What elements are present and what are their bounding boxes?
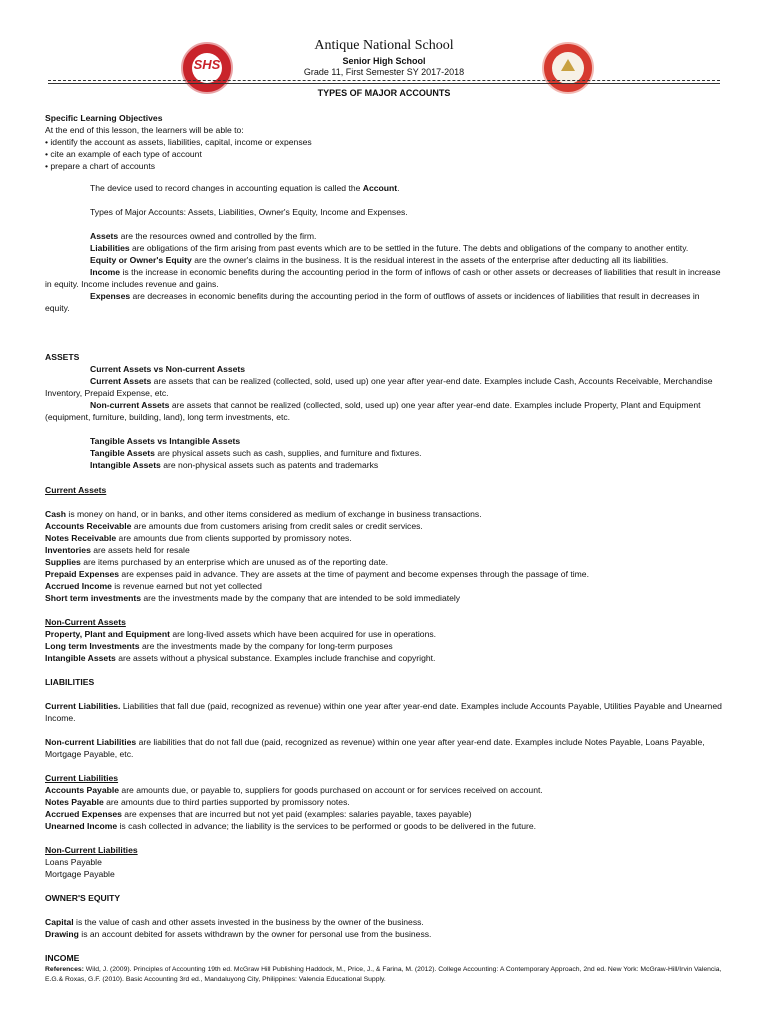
list-item [45,652,725,664]
list-item [45,508,725,520]
text: is revenue earned but not yet collected [111,581,262,591]
text: The device used to record changes in accounting equation is called the [90,183,363,193]
income-section [45,952,725,964]
section-heading: Current Assets [45,485,107,495]
list-item [45,808,725,820]
list-item [45,532,725,544]
list-item: Loans Payable [45,857,102,867]
term: Accounts Payable [45,785,120,795]
noncurrent-liabilities-section [45,844,725,880]
term: Long term Investments [45,641,140,651]
term: Supplies [45,557,81,567]
text: is money on hand, or in banks, and other items considered as medium of exchange in business transactions. [66,509,482,519]
text: is the increase in economic benefits during the accounting period in the form of inflows of cash or other assets or decreases of liabilities that result in increase in equity. Income includes revenue and gains. [45,267,721,289]
references [45,965,725,985]
text: are the resources owned and controlled by the firm. [118,231,317,241]
section-heading: Non-Current Assets [45,617,126,627]
current-liabilities-section [45,772,725,832]
term: Notes Receivable [45,533,117,543]
section-heading: LIABILITIES [45,677,95,687]
term: Income [90,267,121,277]
text: are physical assets such as cash, supplies, and furniture and fixtures. [154,448,422,458]
list-item [45,640,725,652]
text: are expenses that are incurred but not yet paid (examples: salaries payable, taxes payable) [121,809,472,819]
section-heading: Current Liabilities [45,773,119,783]
objective-item: • prepare a chart of accounts [45,161,156,171]
tangible-section [45,435,725,471]
objective-item: • cite an example of each type of account [45,149,202,159]
term: Drawing [45,929,79,939]
list-item [45,520,725,532]
term: Account [362,183,398,193]
term: Assets [90,231,119,241]
term: Accounts Receivable [45,521,132,531]
list-item: Mortgage Payable [45,869,115,879]
major-account-definitions [45,230,725,314]
section-heading: ASSETS [45,352,80,362]
text: are long-lived assets which have been acquired for use in operations. [169,629,437,639]
text: are decreases in economic benefits during the accounting period in the form of outflows of assets or incidences of liabilities that result in decreases in equity. [45,291,700,313]
objectives-heading: Specific Learning Objectives [45,113,163,123]
text: Liabilities that fall due (paid, recognized as revenue) within one year after year-end date. Examples include Accounts Payable, Utilities Payable and Unearned Income. [45,701,722,723]
list-item [45,784,725,796]
term: Accrued Expenses [45,809,122,819]
text: are assets that cannot be realized (collected, sold, used up) one year after year-end date. Examples include Property, Plant and Equipment (equipment, furniture, building, land), long term investments, etc. [45,400,701,422]
text: is cash collected in advance; the liability is the services to be performed or goods to be delivered in the future. [117,821,537,831]
text: is an account debited for assets withdrawn by the owner for personal use from the business. [78,929,432,939]
term: Intangible Assets [90,460,161,470]
objectives-intro: At the end of this lesson, the learners will be able to: [45,125,244,135]
text: are non-physical assets such as patents and trademarks [160,460,379,470]
noncurrent-assets-section [45,616,725,664]
list-item [45,580,725,592]
term: Property, Plant and Equipment [45,629,170,639]
text: are amounts due, or payable to, suppliers for goods purchased on account or for services received on account. [119,785,543,795]
assets-section [45,351,725,423]
liabilities-section [45,676,725,760]
text: are liabilities that do not fall due (paid, recognized as revenue) within one year after year-end date. Examples include Notes Payable, Loans Payable, Mortgage Payable, etc. [45,737,705,759]
term: Inventories [45,545,91,555]
text: . [397,183,400,193]
text: are obligations of the firm arising from past events which are to be settled in the future. The debts and obligations of the company to another entity. [129,243,689,253]
objective-item: • identify the account as assets, liabilities, capital, income or expenses [45,137,312,147]
text: are amounts due from customers arising from credit sales or credit services. [131,521,423,531]
section-heading: OWNER'S EQUITY [45,893,121,903]
equity-section [45,892,725,940]
list-item [45,568,725,580]
list-item [45,544,725,556]
term: Current Assets [90,376,152,386]
list-item [45,628,725,640]
text: are assets without a physical substance. Examples include franchise and copyright. [115,653,436,663]
text: are assets held for resale [90,545,190,555]
text: are amounts due from clients supported by promissory notes. [116,533,352,543]
types-of-accounts: Types of Major Accounts: Assets, Liabilities, Owner's Equity, Income and Expenses. [90,207,408,217]
grade-semester: Grade 11, First Semester SY 2017-2018 [303,67,465,77]
section-heading: INCOME [45,953,80,963]
page-title: TYPES OF MAJOR ACCOUNTS [317,88,451,98]
term: Liabilities [90,243,130,253]
subheading: Current Assets vs Non-current Assets [90,364,246,374]
text: are expenses paid in advance. They are assets at the time of payment and become expenses through the passage of time. [119,569,589,579]
term: Non-current Liabilities [45,737,137,747]
references-text: Wild, J. (2009). Principles of Accounting 19th ed. McGraw Hill Publishing Haddock, M., Price, J., & Farina, M. (2012). College Accounting: A Contemporary Approach, 2nd ed. New York: McGraw-Hill/Irvin Valencia, E.G.& Roxas, G.F. (2010). Basic Accounting 3rd ed., Mandaluyong City, Philippines: Valencia Educational Supply. [45,966,722,983]
header-divider [48,80,720,84]
current-assets-section [45,484,725,604]
objectives-section [45,112,725,172]
term: Non-current Assets [90,400,170,410]
text: are the owner's claims in the business. It is the residual interest in the assets of the enterprise after deducting all its liabilities. [191,255,669,265]
list-item [45,796,725,808]
text: are assets that can be realized (collected, sold, used up) one year after year-end date. Examples include Cash, Accounts Receivable, Merchandise Inventory, Prepaid Expense, etc. [45,376,713,398]
subheading: Tangible Assets vs Intangible Assets [90,436,241,446]
term: Notes Payable [45,797,104,807]
term: Prepaid Expenses [45,569,120,579]
account-definition [45,182,725,194]
school-name: Antique National School [314,38,454,53]
school-subtitle: Senior High School [342,56,426,66]
list-item [45,820,725,832]
term: Unearned Income [45,821,118,831]
text: is the value of cash and other assets invested in the business by the owner of the business. [73,917,424,927]
text: are items purchased by an enterprise which are unused as of the reporting date. [80,557,388,567]
term: Short term investments [45,593,141,603]
section-heading: Non-Current Liabilities [45,845,138,855]
term: Current Liabilities. [45,701,121,711]
term: Accrued Income [45,581,112,591]
logo-text: SHS [193,57,221,72]
term: Capital [45,917,74,927]
text: are amounts due to third parties supported by promissory notes. [103,797,350,807]
term: Intangible Assets [45,653,116,663]
term: Equity or Owner's Equity [90,255,192,265]
text: are the investments made by the company that are intended to be sold immediately [141,593,461,603]
list-item [45,556,725,568]
text: are the investments made by the company for long-term purposes [139,641,393,651]
term: Cash [45,509,67,519]
list-item [45,592,725,604]
term: Expenses [90,291,131,301]
term: Tangible Assets [90,448,155,458]
references-label: References: [45,966,84,973]
